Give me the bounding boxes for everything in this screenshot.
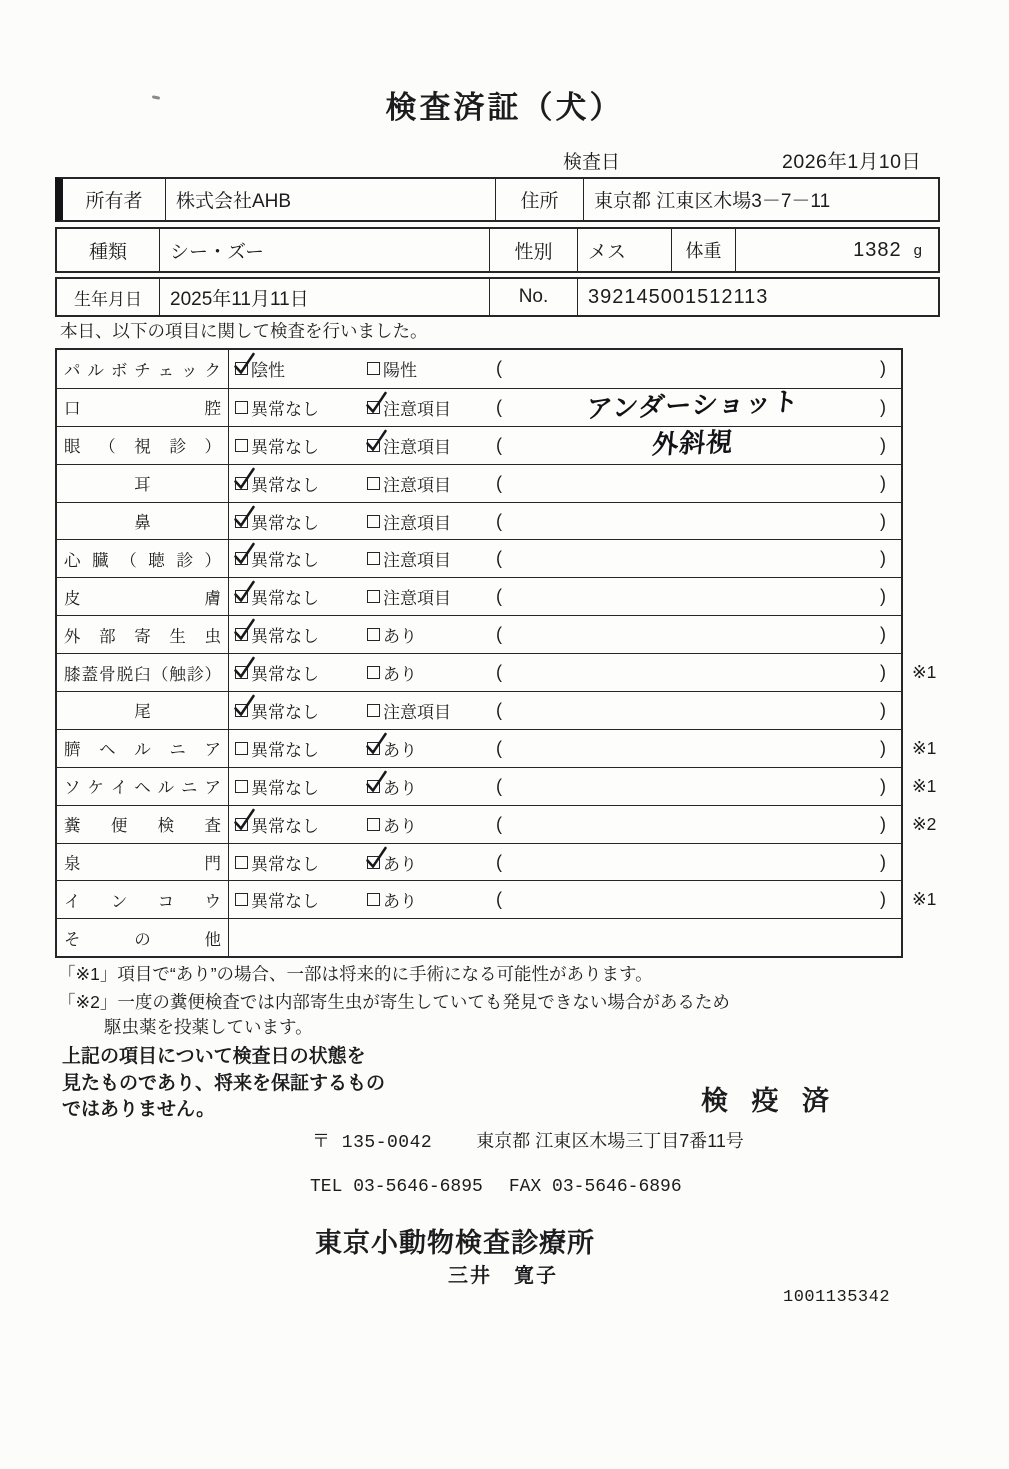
reference-mark: ※1 [912, 662, 937, 683]
checkbox-option-label: 異常なし [251, 589, 319, 609]
checked-checkbox-icon [235, 666, 248, 679]
checklist-item-label [57, 389, 229, 426]
checkbox-option-label: 注意項目 [383, 513, 451, 533]
label-char: 他 [204, 930, 221, 949]
checklist-item-label [57, 730, 229, 767]
label-char: 耳 [134, 476, 151, 495]
checkbox-option [367, 768, 417, 805]
checkbox-option [235, 350, 285, 388]
label-char: ニ [169, 741, 186, 760]
checklist-row [57, 426, 901, 464]
note-paren-close: ) [880, 358, 886, 379]
checkbox-option-label: 異常なし [251, 892, 319, 912]
label-char: そ [64, 930, 81, 949]
owner-value: 株式会社AHB [166, 179, 496, 220]
checkbox-option [367, 503, 451, 540]
label-char: ク [204, 361, 221, 380]
checkbox-icon [367, 362, 380, 375]
note-paren-close: ) [880, 548, 886, 569]
label-char: イ [64, 892, 81, 911]
checklist-row-body [229, 616, 901, 653]
birth-label: 生年月日 [57, 279, 160, 315]
checkbox-option-label: 陽性 [383, 361, 417, 381]
checklist-table [55, 348, 937, 958]
checkbox-option-label: 異常なし [251, 627, 319, 647]
checkbox-option-label: 注意項目 [383, 551, 451, 571]
label-char: 部 [99, 627, 116, 646]
checkbox-option [367, 806, 417, 843]
label-char: 視 [134, 438, 151, 457]
veterinarian-name: 三井 寛子 [448, 1265, 558, 1287]
checkbox-option-label: あり [383, 627, 417, 647]
quarantine-stamp: 検 疫 済 [701, 1086, 838, 1116]
label-char: 診 [176, 551, 193, 570]
label-char: 糞 [64, 817, 81, 836]
inspection-date-label: 検査日 [563, 152, 621, 173]
clinic-address: 東京都 江東区木場三丁目7番11号 [476, 1131, 744, 1151]
label-char: 診 [186, 665, 204, 684]
label-char: 口 [64, 400, 81, 419]
label-char: 門 [204, 855, 221, 874]
checkbox-option [235, 692, 319, 729]
footnote-2-continuation: 駆虫薬を投薬しています。 [104, 1017, 313, 1037]
note-paren-close: ) [880, 699, 886, 720]
disclaimer-line-3: ではありません。 [62, 1099, 216, 1120]
checkbox-icon [367, 893, 380, 906]
label-char: 診 [169, 438, 186, 457]
note-paren-open: ( [496, 775, 502, 796]
label-char: 臼 [134, 665, 151, 684]
checkbox-option [235, 427, 319, 464]
checkbox-option [235, 465, 319, 502]
note-paren-close: ) [880, 775, 886, 796]
label-char: コ [157, 892, 175, 911]
footnote-2: 「※2」一度の糞便検査では内部寄生虫が寄生していても発見できない場合があるため [58, 992, 730, 1012]
checkbox-option-label: 異常なし [251, 665, 319, 685]
checkbox-option [235, 389, 319, 426]
checkbox-icon [367, 515, 380, 528]
label-char: ル [134, 741, 151, 760]
note-paren-close: ) [880, 889, 886, 910]
postal-code: 〒 135-0042 [312, 1133, 433, 1153]
label-char: 鼻 [134, 514, 151, 532]
checkbox-option-label: 異常なし [251, 475, 319, 495]
address-label: 住所 [496, 179, 584, 220]
checkbox-icon [235, 439, 248, 452]
note-paren-close: ) [880, 662, 886, 683]
checkbox-option [235, 881, 319, 918]
checkbox-option [367, 616, 417, 653]
label-char: ェ [157, 361, 175, 380]
checkbox-option-label: 注意項目 [383, 702, 451, 722]
checklist-row [57, 918, 901, 956]
note-paren-open: ( [496, 813, 502, 834]
checkbox-option [367, 730, 417, 767]
checkbox-icon [235, 742, 248, 755]
note-paren-open: ( [496, 699, 502, 720]
label-char: イ [110, 779, 128, 798]
checkbox-option-label: 異常なし [251, 513, 319, 533]
birth-table [55, 277, 940, 317]
checklist-item-label [57, 350, 229, 388]
checkbox-option [367, 881, 417, 918]
checklist-row [57, 464, 901, 502]
checkbox-option-label: あり [383, 778, 417, 798]
checkbox-icon [367, 552, 380, 565]
label-char: 査 [204, 817, 221, 836]
handwritten-note: アンダーショット [585, 386, 801, 424]
label-char: 皮 [64, 589, 81, 608]
checkbox-option [235, 844, 319, 881]
note-paren-open: ( [496, 624, 502, 645]
reference-mark: ※2 [912, 813, 937, 834]
clinic-tel: TEL 03-5646-6895 [310, 1177, 483, 1197]
clinic-tel-line [310, 1177, 682, 1197]
label-char: ） [204, 438, 221, 457]
label-char: 便 [110, 817, 128, 836]
label-char: 腔 [204, 400, 221, 419]
footnote-1: 「※1」項目で“あり”の場合、一部は将来的に手術になる可能性があります。 [58, 964, 653, 984]
owner-table [55, 177, 940, 222]
checkbox-option [235, 578, 319, 615]
checklist-row-body [229, 465, 901, 502]
checklist-row-body [229, 692, 901, 729]
note-paren-open: ( [496, 396, 502, 417]
label-char: 臍 [64, 741, 81, 760]
checkbox-option-label: あり [383, 665, 417, 685]
checkbox-option-label: 異常なし [251, 399, 319, 419]
checklist-row-body [229, 881, 901, 918]
checklist-row-body [229, 730, 901, 767]
label-char: ル [157, 779, 175, 798]
note-paren-close: ) [880, 624, 886, 645]
label-char: パ [64, 361, 81, 380]
address-value: 東京都 江東区木場3－7－11 [594, 191, 831, 212]
note-paren-open: ( [496, 586, 502, 607]
checkbox-option [367, 540, 451, 577]
checklist-row [57, 729, 937, 767]
note-paren-open: ( [496, 737, 502, 758]
checkbox-option [235, 730, 319, 767]
label-char: 臓 [92, 551, 109, 570]
label-char: の [134, 930, 151, 949]
checklist-item-label [57, 616, 229, 653]
checkbox-option [367, 692, 451, 729]
checked-checkbox-icon [235, 818, 248, 831]
note-paren-open: ( [496, 851, 502, 872]
note-paren-close: ) [880, 586, 886, 607]
checkbox-option [367, 465, 451, 502]
checkbox-option [235, 616, 319, 653]
note-paren-open: ( [496, 662, 502, 683]
checkbox-option-label: 陰性 [251, 361, 285, 381]
checkbox-icon [367, 590, 380, 603]
label-char: 蓋 [81, 665, 99, 684]
label-char: ） [204, 665, 221, 684]
checklist-row [57, 577, 901, 615]
checklist-item-label [57, 503, 229, 540]
weight-unit: g [913, 241, 922, 259]
checkbox-option-label: 異常なし [251, 437, 319, 457]
label-char: 眼 [64, 438, 81, 457]
checkbox-option-label: 異常なし [251, 854, 319, 874]
checklist-row-body [229, 768, 901, 805]
reference-mark: ※1 [912, 775, 937, 796]
reference-mark: ※1 [912, 737, 937, 758]
disclaimer-line-2: 見たものであり、将来を保証するもの [62, 1072, 386, 1094]
checkbox-option-label: 注意項目 [383, 589, 451, 609]
label-char: ヘ [99, 741, 116, 760]
label-char: 聴 [148, 551, 165, 570]
checkbox-option-label: 異常なし [251, 551, 319, 571]
checkbox-option-label: 異常なし [251, 816, 319, 836]
checkbox-option [367, 654, 417, 691]
note-paren-open: ( [496, 472, 502, 493]
label-char: チ [134, 361, 151, 380]
checklist-item-label [57, 919, 229, 956]
checklist-row-body [229, 806, 901, 843]
checkbox-icon [235, 856, 248, 869]
checked-checkbox-icon [235, 590, 248, 603]
label-char: 生 [169, 627, 186, 646]
checklist-row [57, 539, 901, 577]
checkbox-option-label: あり [383, 854, 417, 874]
checklist-row [57, 615, 901, 653]
checklist-row-body [229, 503, 901, 540]
checklist-item-label [57, 427, 229, 464]
owner-label: 所有者 [63, 179, 166, 220]
label-char: 寄 [134, 627, 151, 646]
clinic-name: 東京小動物検査診療所 [315, 1228, 595, 1258]
note-paren-close: ) [880, 434, 886, 455]
checkbox-option [367, 389, 451, 426]
weight-label: 体重 [672, 229, 736, 271]
checkbox-icon [367, 818, 380, 831]
label-char: 検 [157, 817, 175, 836]
checked-checkbox-icon [367, 742, 380, 755]
checkbox-option [235, 654, 319, 691]
intro-text: 本日、以下の項目に関して検査を行いました。 [60, 321, 428, 341]
checklist-row-body [229, 919, 901, 956]
checked-checkbox-icon [367, 856, 380, 869]
note-paren-open: ( [496, 358, 502, 379]
checklist-row-body [229, 654, 901, 691]
inspection-date-value: 2026年1月10日 [782, 151, 922, 173]
note-paren-close: ) [880, 813, 886, 834]
checkbox-option-label: 異常なし [251, 778, 319, 798]
checklist-item-label [57, 578, 229, 615]
checkbox-option-label: あり [383, 892, 417, 912]
disclaimer-line-1: 上記の項目について検査日の状態を [62, 1046, 366, 1067]
clinic-postal-line [312, 1127, 744, 1153]
note-paren-close: ) [880, 510, 886, 531]
checked-checkbox-icon [235, 628, 248, 641]
label-char: ン [110, 892, 128, 911]
checkbox-option [367, 844, 417, 881]
label-char: ッ [181, 361, 198, 380]
page-title: 検査済証（犬） [385, 90, 624, 125]
label-char: 骨 [99, 665, 116, 684]
note-paren-open: ( [496, 510, 502, 531]
pet-table [55, 227, 940, 273]
checked-checkbox-icon [367, 780, 380, 793]
label-char: ア [204, 741, 221, 760]
checklist-item-label [57, 881, 229, 918]
checkbox-icon [367, 704, 380, 717]
checked-checkbox-icon [235, 552, 248, 565]
checked-checkbox-icon [367, 401, 380, 414]
checklist-row [57, 767, 937, 805]
label-char: 外 [64, 627, 81, 646]
note-paren-close: ) [880, 472, 886, 493]
checkbox-option [367, 578, 451, 615]
disclaimer-text [62, 1044, 482, 1124]
breed-label: 種類 [57, 229, 160, 271]
checklist-item-label [57, 540, 229, 577]
note-paren-open: ( [496, 889, 502, 910]
checklist-row [57, 880, 937, 918]
label-char: 触 [169, 665, 186, 684]
weight-value [736, 229, 938, 271]
note-paren-open: ( [496, 434, 502, 455]
label-char: （ [120, 551, 137, 570]
checkbox-icon [367, 477, 380, 490]
breed-value: シー・ズー [160, 229, 490, 271]
label-char: ニ [181, 779, 198, 798]
label-char: 膝 [64, 665, 81, 684]
checked-checkbox-icon [235, 515, 248, 528]
note-paren-open: ( [496, 548, 502, 569]
checkbox-icon [235, 401, 248, 414]
label-char: 泉 [64, 855, 81, 874]
note-paren-close: ) [880, 737, 886, 758]
checkbox-option-label: 注意項目 [383, 399, 451, 419]
clinic-fax: FAX 03-5646-6896 [508, 1177, 682, 1197]
checklist-row-body [229, 427, 901, 464]
label-char: ） [204, 551, 221, 570]
checkbox-option [235, 806, 319, 843]
label-char: 虫 [204, 627, 221, 646]
checkbox-option-label: 注意項目 [383, 437, 451, 457]
label-char: ヘ [134, 779, 151, 798]
label-char: 尾 [134, 703, 151, 722]
label-char: 膚 [204, 589, 221, 608]
checklist-row [57, 691, 901, 729]
checklist-row [57, 502, 901, 540]
checkbox-icon [367, 628, 380, 641]
registration-no-value: 392145001512113 [588, 285, 769, 308]
registration-no-label: No. [490, 279, 578, 315]
note-paren-close: ) [880, 396, 886, 417]
checklist-item-label [57, 692, 229, 729]
checkbox-option-label: 異常なし [251, 740, 319, 760]
label-char: 心 [64, 551, 81, 570]
label-char: ア [204, 779, 221, 798]
checklist-item-label [57, 806, 229, 843]
checkbox-icon [367, 666, 380, 679]
checked-checkbox-icon [235, 704, 248, 717]
birth-value: 2025年11月11日 [160, 279, 490, 315]
checked-checkbox-icon [235, 477, 248, 490]
checked-checkbox-icon [367, 439, 380, 452]
weight-number: 1382 [853, 238, 902, 261]
checklist-row [57, 843, 901, 881]
reference-mark: ※1 [912, 889, 937, 910]
label-char: （ [99, 438, 116, 457]
label-char: ル [87, 361, 104, 380]
handwritten-note: 外斜視 [651, 426, 735, 460]
checklist-row-body [229, 844, 901, 881]
checkbox-icon [235, 893, 248, 906]
checkbox-option [367, 350, 417, 388]
checkbox-option [367, 427, 451, 464]
label-char: ウ [204, 892, 221, 911]
checked-checkbox-icon [235, 362, 248, 375]
checklist-item-label [57, 465, 229, 502]
checkbox-option-label: あり [383, 740, 417, 760]
checklist-item-label [57, 654, 229, 691]
checkbox-icon [235, 780, 248, 793]
label-char: 脱 [116, 665, 134, 684]
checkbox-option-label: 異常なし [251, 702, 319, 722]
checklist-row [57, 805, 937, 843]
sex-value: メス [578, 229, 672, 271]
label-char: ソ [64, 779, 81, 798]
label-char: ボ [110, 361, 128, 380]
checklist-item-label [57, 768, 229, 805]
checkbox-option-label: あり [383, 816, 417, 836]
checkbox-option [235, 540, 319, 577]
label-char: （ [151, 665, 169, 684]
checklist-row-body [229, 578, 901, 615]
checklist-row-body [229, 540, 901, 577]
document-number: 1001135342 [783, 1288, 891, 1307]
checklist-row [57, 653, 937, 691]
checkbox-option [235, 503, 319, 540]
sex-label: 性別 [490, 229, 578, 271]
checkbox-option-label: 注意項目 [383, 475, 451, 495]
note-paren-close: ) [880, 851, 886, 872]
label-char: ケ [87, 779, 104, 798]
checkbox-option [235, 768, 319, 805]
checklist-item-label [57, 844, 229, 881]
